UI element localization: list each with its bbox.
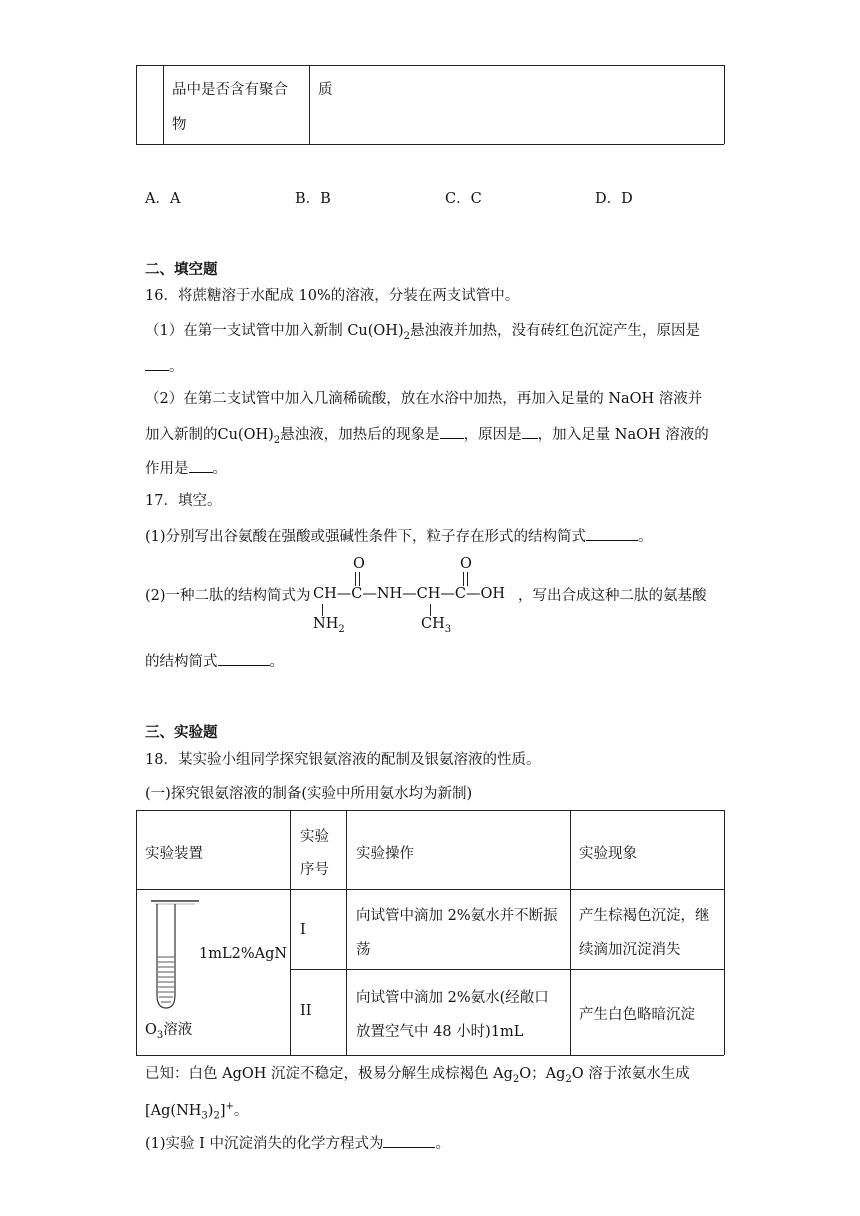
table-cell-text: 品中是否含有聚合 xyxy=(172,82,288,98)
known-info-line2: $[Ag(NH_3)_2]^+$。 xyxy=(145,1101,249,1122)
table-cell-operation: 向试管中滴加 2%氨水(经敞口 xyxy=(356,990,549,1006)
question-17-part2-tail: ，写出合成这种二肽的氨基酸 xyxy=(518,588,707,604)
question-16-part2: （2）在第二支试管中加入几滴稀硫酸，放在水浴中加热，再加入足量的 NaOH 溶液并 xyxy=(145,391,703,407)
question-18-sub1: (1)实验 I 中沉淀消失的化学方程式为 。 xyxy=(145,1133,450,1154)
formula-oxygen: O xyxy=(460,556,472,572)
option-a[interactable]: A．A xyxy=(145,191,181,207)
question-16-stem: 16．将蔗糖溶于水配成 10%的溶液，分装在两支试管中。 xyxy=(145,288,520,304)
table-header: 实验装置 xyxy=(145,846,203,862)
apparatus-label: 1mL2%AgN xyxy=(199,946,288,962)
formula-amine: $NH_2$ xyxy=(313,616,345,635)
question-16-part1: （1）在第一支试管中加入新制 $Cu(OH)_2$悬浊液并加热，没有砖红色沉淀产生，原因是 xyxy=(145,323,700,342)
option-c[interactable]: C．C xyxy=(445,191,482,207)
table-header: 实验 xyxy=(300,829,329,845)
table-cell-seq: II xyxy=(300,1003,312,1019)
test-tube-icon xyxy=(145,895,205,1015)
option-d[interactable]: D．D xyxy=(595,191,633,207)
answer-blank[interactable] xyxy=(218,651,270,666)
question-17-part2-line2: 的结构简式 。 xyxy=(145,651,284,672)
section-heading: 二、填空题 xyxy=(145,261,218,278)
question-16-part1-cont: 。 xyxy=(145,356,184,377)
table-header: 实验现象 xyxy=(579,846,637,862)
formula-oxygen: O xyxy=(353,556,365,572)
table-header: 序号 xyxy=(300,862,329,878)
option-b[interactable]: B．B xyxy=(295,191,331,207)
formula-methyl: $CH_3$ xyxy=(421,616,452,635)
question-17-part1: (1)分别写出谷氨酸在强酸或强碱性条件下，粒子存在形式的结构简式 。 xyxy=(145,526,653,547)
table-cell-operation: 放置空气中 48 小时)1mL xyxy=(356,1024,524,1040)
question-18-stem: 18．某实验小组同学探究银氨溶液的配制及银氨溶液的性质。 xyxy=(145,752,541,768)
section-heading: 三、实验题 xyxy=(145,724,218,741)
question-17-part2: (2)一种二肽的结构简式为 xyxy=(145,588,311,604)
table-cell-text: 物 xyxy=(172,117,187,133)
table-cell-seq: I xyxy=(300,922,306,938)
apparatus-label: $O_3$溶液 xyxy=(145,1022,193,1041)
answer-blank[interactable] xyxy=(440,424,464,439)
question-17-stem: 17．填空。 xyxy=(145,493,222,509)
table-cell-phenomenon: 产生棕褐色沉淀，继 xyxy=(579,908,710,924)
question-18-part1: (一)探究银氨溶液的制备(实验中所用氨水均为新制) xyxy=(145,786,473,802)
answer-blank[interactable] xyxy=(586,526,638,541)
known-info: 已知：白色 AgOH 沉淀不稳定，极易分解生成棕褐色 $Ag_2O$；$Ag_2O$ 溶于浓氨水生成 xyxy=(145,1066,690,1085)
table-cell-operation: 向试管中滴加 2%氨水并不断振 xyxy=(356,908,558,924)
table-cell-text: 质 xyxy=(318,82,333,98)
answer-blank[interactable] xyxy=(522,424,538,439)
question-16-part2-line3: 作用是 。 xyxy=(145,458,227,479)
answer-blank[interactable] xyxy=(145,356,169,371)
answer-blank[interactable] xyxy=(189,458,213,473)
table-cell-phenomenon: 产生白色略暗沉淀 xyxy=(579,1007,695,1023)
table-header: 实验操作 xyxy=(356,846,414,862)
answer-blank[interactable] xyxy=(383,1133,435,1148)
question-16-part2-line2: 加入新制的$Cu(OH)_2$悬浊液，加热后的现象是 ，原因是 ，加入足量 NaOH 溶液的 xyxy=(145,424,709,451)
formula-main-chain: CH—C—NH—CH—C—OH xyxy=(313,586,506,602)
table-cell-phenomenon: 续滴加沉淀消失 xyxy=(579,942,681,958)
table-cell-operation: 荡 xyxy=(356,942,371,958)
